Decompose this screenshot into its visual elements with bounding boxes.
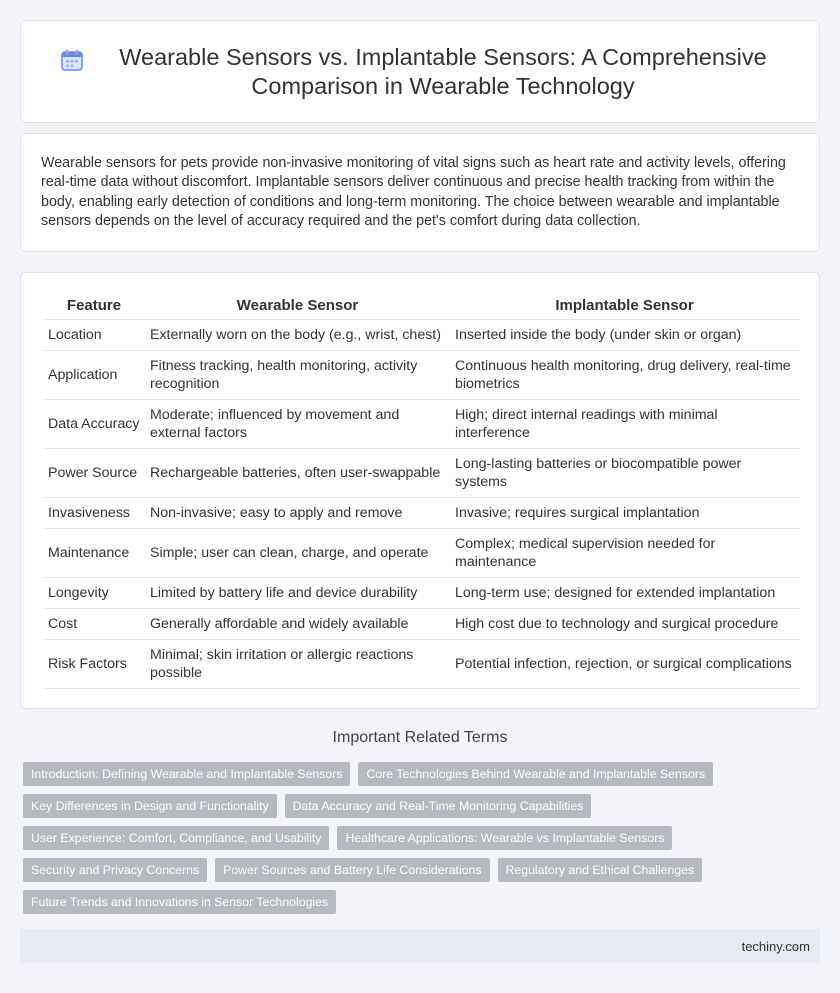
table-row bbox=[43, 577, 799, 608]
table-header-row bbox=[43, 293, 799, 319]
cell-feature: Data Accuracy bbox=[43, 399, 145, 448]
cell-implantable: Complex; medical supervision needed for maintenance bbox=[450, 528, 799, 577]
cell-wearable: Simple; user can clean, charge, and operate bbox=[145, 528, 450, 577]
cell-implantable: Long-lasting batteries or biocompatible power systems bbox=[450, 448, 799, 497]
title-card bbox=[20, 20, 820, 123]
related-terms-tags bbox=[23, 762, 803, 922]
cell-wearable: Rechargeable batteries, often user-swappable bbox=[145, 448, 450, 497]
footer-site-link[interactable]: techiny.com bbox=[741, 938, 810, 954]
header-implantable: Implantable Sensor bbox=[450, 293, 799, 319]
table-row bbox=[43, 350, 799, 399]
related-tag[interactable]: User Experience: Comfort, Compliance, and Usability bbox=[23, 826, 329, 850]
related-tag[interactable]: Healthcare Applications: Wearable vs Implantable Sensors bbox=[337, 826, 672, 850]
cell-feature: Maintenance bbox=[43, 528, 145, 577]
footer bbox=[20, 929, 820, 963]
cell-wearable: Non-invasive; easy to apply and remove bbox=[145, 497, 450, 528]
cell-implantable: Invasive; requires surgical implantation bbox=[450, 497, 799, 528]
cell-implantable: High; direct internal readings with minimal interference bbox=[450, 399, 799, 448]
cell-feature: Risk Factors bbox=[43, 639, 145, 688]
cell-wearable: Externally worn on the body (e.g., wrist, chest) bbox=[145, 319, 450, 350]
related-tag[interactable]: Core Technologies Behind Wearable and Implantable Sensors bbox=[358, 762, 713, 786]
comparison-card bbox=[20, 272, 820, 709]
cell-feature: Location bbox=[43, 319, 145, 350]
header-wearable: Wearable Sensor bbox=[145, 293, 450, 319]
comparison-table bbox=[43, 293, 799, 689]
cell-feature: Cost bbox=[43, 608, 145, 639]
related-tag[interactable]: Data Accuracy and Real-Time Monitoring Capabilities bbox=[285, 794, 592, 818]
cell-wearable: Limited by battery life and device durability bbox=[145, 577, 450, 608]
cell-wearable: Fitness tracking, health monitoring, activity recognition bbox=[145, 350, 450, 399]
related-tag[interactable]: Future Trends and Innovations in Sensor Technologies bbox=[23, 890, 336, 914]
table-row bbox=[43, 399, 799, 448]
cell-feature: Invasiveness bbox=[43, 497, 145, 528]
cell-wearable: Generally affordable and widely available bbox=[145, 608, 450, 639]
cell-implantable: Long-term use; designed for extended implantation bbox=[450, 577, 799, 608]
cell-feature: Application bbox=[43, 350, 145, 399]
cell-feature: Power Source bbox=[43, 448, 145, 497]
intro-paragraph: Wearable sensors for pets provide non-invasive monitoring of vital signs such as heart rate and activity levels, offering real-time data without discomfort. Implantable sensors deliver continuous and precise health tracking from within the body, enabling early detection of conditions and long-term monitoring. The choice between wearable and implantable sensors depends on the level of accuracy required and the pet's comfort during data collection. bbox=[41, 155, 786, 230]
related-tag[interactable]: Introduction: Defining Wearable and Implantable Sensors bbox=[23, 762, 350, 786]
page-title: Wearable Sensors vs. Implantable Sensors: A Comprehensive Comparison in Wearable Technology bbox=[119, 43, 767, 99]
table-row bbox=[43, 528, 799, 577]
cell-implantable: Inserted inside the body (under skin or organ) bbox=[450, 319, 799, 350]
table-row bbox=[43, 448, 799, 497]
cell-feature: Longevity bbox=[43, 577, 145, 608]
related-tag[interactable]: Security and Privacy Concerns bbox=[23, 858, 207, 882]
cell-wearable: Minimal; skin irritation or allergic reactions possible bbox=[145, 639, 450, 688]
related-tag[interactable]: Key Differences in Design and Functionality bbox=[23, 794, 277, 818]
related-tag[interactable]: Regulatory and Ethical Challenges bbox=[498, 858, 703, 882]
calendar-icon bbox=[61, 49, 83, 71]
related-tag[interactable]: Power Sources and Battery Life Considerations bbox=[215, 858, 489, 882]
related-terms-title: Important Related Terms bbox=[332, 729, 508, 746]
cell-implantable: High cost due to technology and surgical procedure bbox=[450, 608, 799, 639]
table-row bbox=[43, 639, 799, 688]
header-feature: Feature bbox=[43, 293, 145, 319]
table-row bbox=[43, 608, 799, 639]
table-row bbox=[43, 497, 799, 528]
cell-implantable: Continuous health monitoring, drug delivery, real-time biometrics bbox=[450, 350, 799, 399]
cell-implantable: Potential infection, rejection, or surgical complications bbox=[450, 639, 799, 688]
cell-wearable: Moderate; influenced by movement and external factors bbox=[145, 399, 450, 448]
intro-card bbox=[20, 133, 820, 252]
table-row bbox=[43, 319, 799, 350]
title-wrap bbox=[21, 43, 819, 101]
